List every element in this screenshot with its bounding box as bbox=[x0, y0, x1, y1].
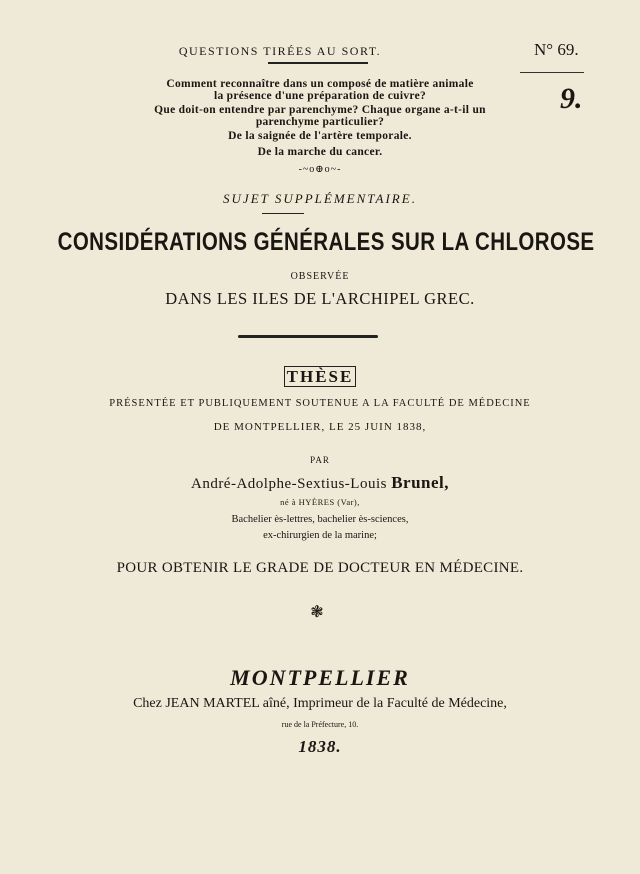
title-observee: OBSERVÉE bbox=[290, 271, 350, 282]
imprint-street: rue de la Préfecture, 10. bbox=[281, 720, 359, 729]
these-label: THÈSE bbox=[284, 366, 357, 387]
question-line: la présence d'une préparation de cuivre? bbox=[213, 90, 427, 102]
par-label: PAR bbox=[310, 455, 330, 465]
thesis-title: CONSIDÉRATIONS GÉNÉRALES SUR LA CHLOROSE bbox=[57, 228, 595, 256]
printer-emblem-icon: ❃ bbox=[310, 604, 324, 621]
title-rule bbox=[238, 335, 378, 338]
supplement-label: SUJET SUPPLÉMENTAIRE. bbox=[223, 191, 417, 206]
author-degrees-2: ex-chirurgien de la marine; bbox=[263, 530, 377, 541]
running-title: QUESTIONS TIRÉES AU SORT. bbox=[178, 44, 382, 58]
page-number: N° 69. bbox=[534, 40, 579, 59]
imprint-city: MONTPELLIER bbox=[230, 665, 410, 690]
author-given-names: André-Adolphe-Sextius-Louis bbox=[190, 476, 387, 492]
ornament-divider: -~o⊕o~- bbox=[298, 164, 342, 175]
header-rule bbox=[268, 62, 368, 64]
handwritten-margin-number: 9. bbox=[560, 82, 583, 115]
author-line bbox=[0, 473, 640, 493]
imprint-printer: Chez JEAN MARTEL aîné, Imprimeur de la Faculté de Médecine, bbox=[133, 696, 507, 711]
imprint-year: 1838. bbox=[298, 737, 342, 756]
author-surname: Brunel, bbox=[391, 473, 450, 492]
title-location: DANS LES ILES DE L'ARCHIPEL GREC. bbox=[165, 289, 475, 308]
question-line: De la saignée de l'artère temporale. bbox=[228, 130, 412, 142]
presentation-line-1: PRÉSENTÉE ET PUBLIQUEMENT SOUTENUE A LA FACULTÉ DE MÉDECINE bbox=[109, 398, 531, 409]
question-line: Que doit-on entendre par parenchyme? Chaque organe a-t-il un bbox=[154, 104, 486, 116]
presentation-line-2: DE MONTPELLIER, LE 25 JUIN 1838, bbox=[213, 421, 427, 433]
these-heading bbox=[0, 367, 640, 387]
author-birthplace: né à HYÈRES (Var), bbox=[280, 497, 360, 507]
question-line: De la marche du cancer. bbox=[257, 146, 383, 158]
margin-rule bbox=[520, 72, 584, 73]
question-line: parenchyme particulier? bbox=[255, 116, 385, 128]
author-degrees-1: Bachelier ès-lettres, bachelier ès-sciences, bbox=[231, 514, 409, 525]
question-line: Comment reconnaître dans un composé de matière animale bbox=[166, 78, 474, 90]
supplement-rule bbox=[262, 213, 304, 214]
degree-purpose: POUR OBTENIR LE GRADE DE DOCTEUR EN MÉDECINE. bbox=[116, 560, 524, 576]
